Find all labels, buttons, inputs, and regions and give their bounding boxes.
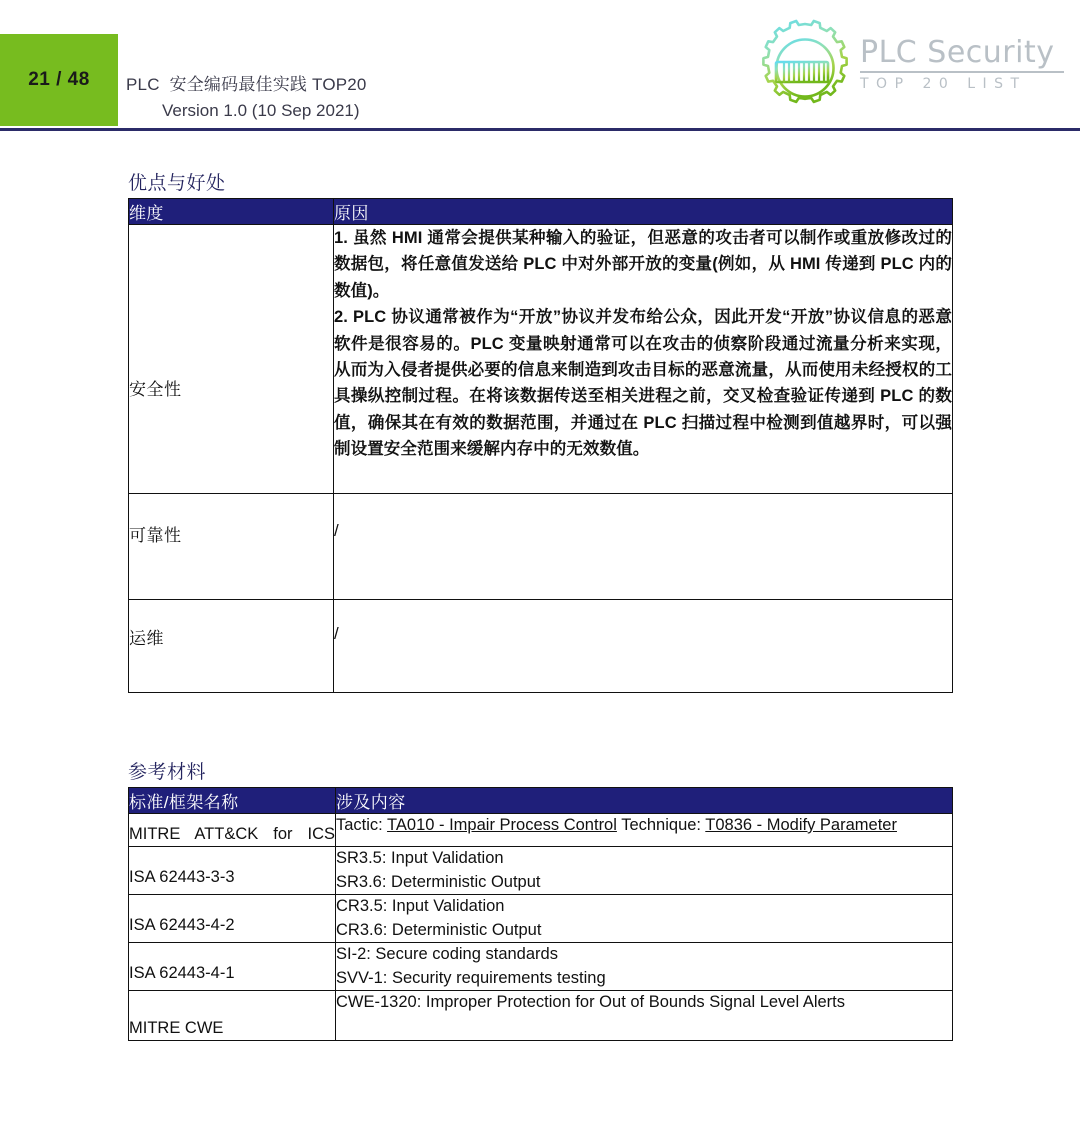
document-title: PLC 安全编码最佳实践 TOP20 <box>126 75 367 94</box>
page-number-badge <box>0 34 118 126</box>
benefits-reason-security <box>334 225 953 494</box>
reference-content-mitre-cwe <box>336 991 953 1041</box>
document-title-block <box>126 72 686 124</box>
reference-standard-isa-62443-3-3: ISA 62443-3-3 <box>129 847 336 895</box>
tactic-link[interactable]: TA010 - Impair Process Control <box>387 816 617 834</box>
reference-content-line: SVV-1: Security requirements testing <box>336 968 606 987</box>
page-number-label: 21 / 48 <box>28 69 90 90</box>
benefits-reason-operations: / <box>334 600 953 693</box>
header-divider <box>0 128 1080 131</box>
benefits-table <box>128 198 953 693</box>
reference-content-text <box>336 816 897 834</box>
table-row <box>129 225 953 494</box>
reference-standard-mitre-cwe: MITRE CWE <box>129 991 336 1041</box>
reference-content-isa-62443-3-3 <box>336 847 953 895</box>
reference-standard-isa-62443-4-1: ISA 62443-4-1 <box>129 943 336 991</box>
references-section-heading: 参考材料 <box>128 762 207 783</box>
benefits-reason-paragraph: 2. PLC 协议通常被作为“开放”协议并发布给公众，因此开发“开放”协议信息的恶意软件是很容易的。PLC 变量映射通常可以在攻击的侦察阶段通过流量分析来实现，从而为入侵者提供必要的信息来制造到攻击目标的恶意流量，从而使用未经授权的工具操纵控制过程。在将该数据传送至相关进程之前，交叉检查验证传递到 PLC 的数值，确保其在有效的数据范围，并通过在 PLC 扫描过程中检测到值越界时，可以强制设置安全范围来缓解内存中的无效数值。 <box>334 308 952 459</box>
reference-content-isa-62443-4-2 <box>336 895 953 943</box>
table-row <box>129 814 953 847</box>
document-version: Version 1.0 (10 Sep 2021) <box>162 101 360 120</box>
page-header <box>0 0 1080 132</box>
benefits-dimension-reliability: 可靠性 <box>129 494 334 600</box>
benefits-dimension-operations: 运维 <box>129 600 334 693</box>
table-row <box>129 847 953 895</box>
benefits-dimension-security: 安全性 <box>129 225 334 494</box>
brand-logo <box>754 18 1064 118</box>
reference-content-line: SI-2: Secure coding standards <box>336 945 558 963</box>
reference-standard-mitre-attack: MITRE ATT&CK for ICS <box>129 814 336 847</box>
reference-content-line: CR3.6: Deterministic Output <box>336 920 542 939</box>
references-table-header-row <box>129 788 953 814</box>
technique-link[interactable]: T0836 - Modify Parameter <box>705 816 897 834</box>
reference-content-line: CWE-1320: Improper Protection for Out of Bounds Signal Level Alerts <box>336 993 846 1011</box>
benefits-column-header-dimension: 维度 <box>129 199 334 225</box>
brand-logo-text <box>860 36 1066 92</box>
reference-content-line: SR3.6: Deterministic Output <box>336 872 541 891</box>
reference-content-mitre-attack <box>336 814 953 847</box>
table-row <box>129 991 953 1041</box>
brand-text-divider <box>860 71 1064 73</box>
benefits-table-header-row <box>129 199 953 225</box>
tactic-label: Tactic: <box>336 816 388 834</box>
gear-plc-icon <box>754 18 856 118</box>
technique-label: Technique: <box>616 816 706 834</box>
table-row <box>129 494 953 600</box>
reference-standard-isa-62443-4-2: ISA 62443-4-2 <box>129 895 336 943</box>
references-column-header-standard: 标准/框架名称 <box>129 788 336 814</box>
reference-content-isa-62443-4-1 <box>336 943 953 991</box>
benefits-reason-paragraph: 1. 虽然 HMI 通常会提供某种输入的验证，但恶意的攻击者可以制作或重放修改过的数据包，将任意值发送给 PLC 中对外部开放的变量(例如，从 HMI 传递到 PLC 内的数值)。 <box>334 229 952 300</box>
brand-tagline: TOP 20 LIST <box>860 76 1027 92</box>
benefits-column-header-reason: 原因 <box>334 199 953 225</box>
benefits-section-heading: 优点与好处 <box>128 173 226 194</box>
reference-content-line: SR3.5: Input Validation <box>336 849 504 867</box>
table-row <box>129 600 953 693</box>
brand-name: PLC Security <box>860 35 1055 70</box>
reference-content-line: CR3.5: Input Validation <box>336 897 505 915</box>
table-row <box>129 943 953 991</box>
references-column-header-content: 涉及内容 <box>336 788 953 814</box>
references-table <box>128 787 953 1041</box>
table-row <box>129 895 953 943</box>
benefits-reason-reliability: / <box>334 494 953 600</box>
